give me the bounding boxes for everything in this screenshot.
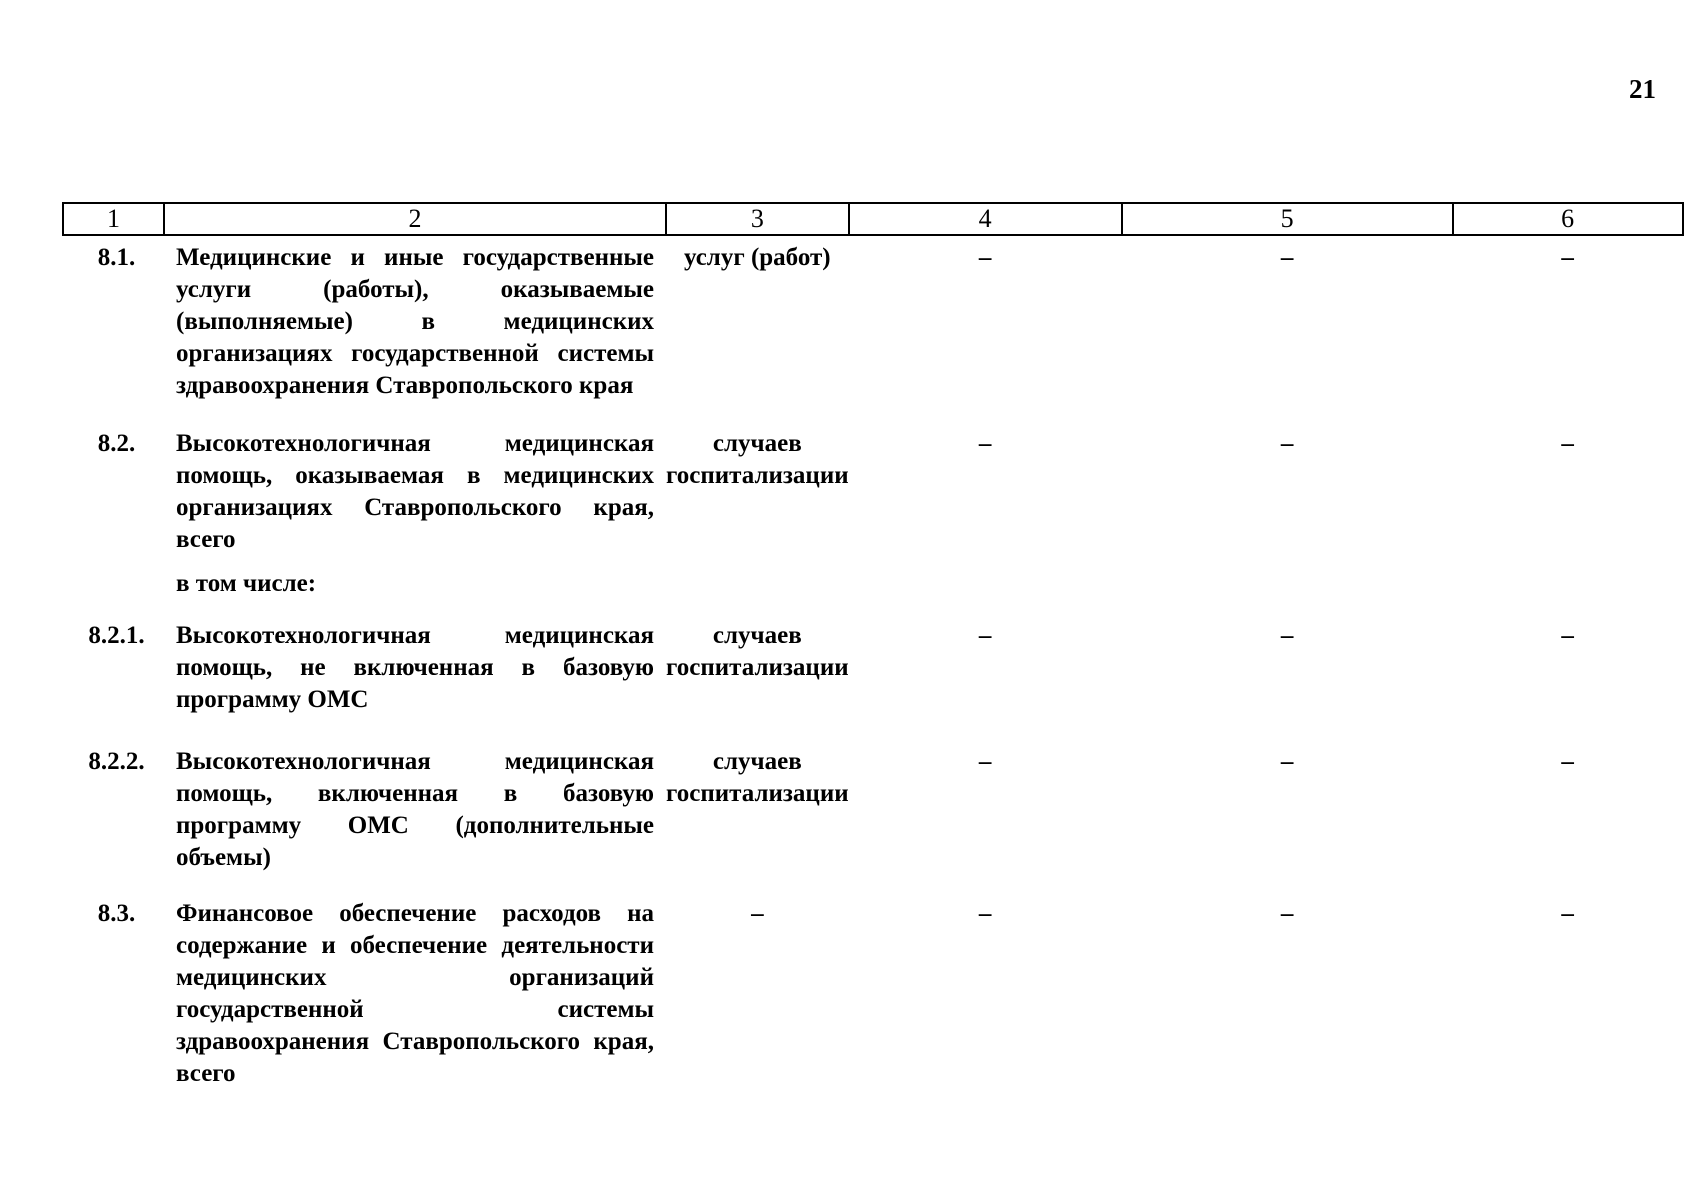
row-value-col6: –: [1561, 622, 1574, 649]
column-header-4: 4: [849, 203, 1122, 235]
row-value-col4: –: [978, 244, 992, 271]
column-header-2: 2: [164, 203, 666, 235]
row-number: 8.3.: [97, 900, 136, 927]
row-value-col5: –: [1280, 748, 1294, 775]
row-value-col6: –: [1561, 244, 1574, 271]
column-header-6: 6: [1453, 203, 1683, 235]
row-value-col4: –: [978, 622, 992, 649]
row-value-col4: –: [978, 430, 992, 457]
row-unit: случаев госпитализации: [666, 622, 849, 681]
column-header-1: 1: [63, 203, 164, 235]
row-value-col4: [849, 568, 1122, 620]
page-number: 21: [1629, 74, 1656, 104]
row-unit: случаев госпитализации: [666, 430, 849, 489]
row-number: 8.2.: [97, 430, 136, 457]
row-value-col5: [1122, 568, 1453, 620]
row-name: Высокотехнологичная медицинская помощь, оказываемая в медицинских организациях Ставропольского края, всего: [176, 430, 654, 553]
table-row: [63, 235, 1683, 428]
table-row: [63, 428, 1683, 568]
row-number: [63, 568, 164, 620]
row-value-col6: –: [1561, 748, 1574, 775]
row-value-col5: –: [1280, 430, 1294, 457]
row-name: Высокотехнологичная медицинская помощь, включенная в базовую программу ОМС (дополнительные объемы): [176, 748, 654, 871]
data-table: [62, 202, 1684, 1090]
row-unit: случаев госпитализации: [666, 748, 849, 807]
row-value-col6: –: [1561, 430, 1574, 457]
row-value-col4: –: [978, 748, 992, 775]
row-value-col6: [1453, 568, 1683, 620]
row-value-col5: –: [1280, 244, 1294, 271]
column-header-3: 3: [666, 203, 849, 235]
row-number: 8.1.: [97, 244, 136, 271]
column-header-5: 5: [1122, 203, 1453, 235]
row-unit: –: [751, 900, 764, 927]
row-value-col4: –: [978, 900, 992, 927]
row-unit: услуг (работ): [683, 244, 831, 271]
row-unit: [666, 568, 849, 620]
table-row: [63, 620, 1683, 746]
table-row: [63, 568, 1683, 620]
row-number: 8.2.2.: [88, 748, 145, 775]
table-header-row: [63, 203, 1683, 235]
table-row: [63, 898, 1683, 1090]
row-name: Финансовое обеспечение расходов на содержание и обеспечение деятельности медицинских организаций государственной системы здравоохранения Ставропольского края, всего: [176, 900, 654, 1087]
table-row: [63, 746, 1683, 898]
row-name: Высокотехнологичная медицинская помощь, не включенная в базовую программу ОМС: [176, 622, 654, 713]
row-name: в том числе:: [176, 570, 317, 597]
row-value-col5: –: [1280, 622, 1294, 649]
row-number: 8.2.1.: [88, 622, 145, 649]
row-name: Медицинские и иные государственные услуги (работы), оказываемые (выполняемые) в медицинских организациях государственной системы здравоохранения Ставропольского края: [176, 244, 654, 399]
row-value-col5: –: [1280, 900, 1294, 927]
row-value-col6: –: [1561, 900, 1574, 927]
